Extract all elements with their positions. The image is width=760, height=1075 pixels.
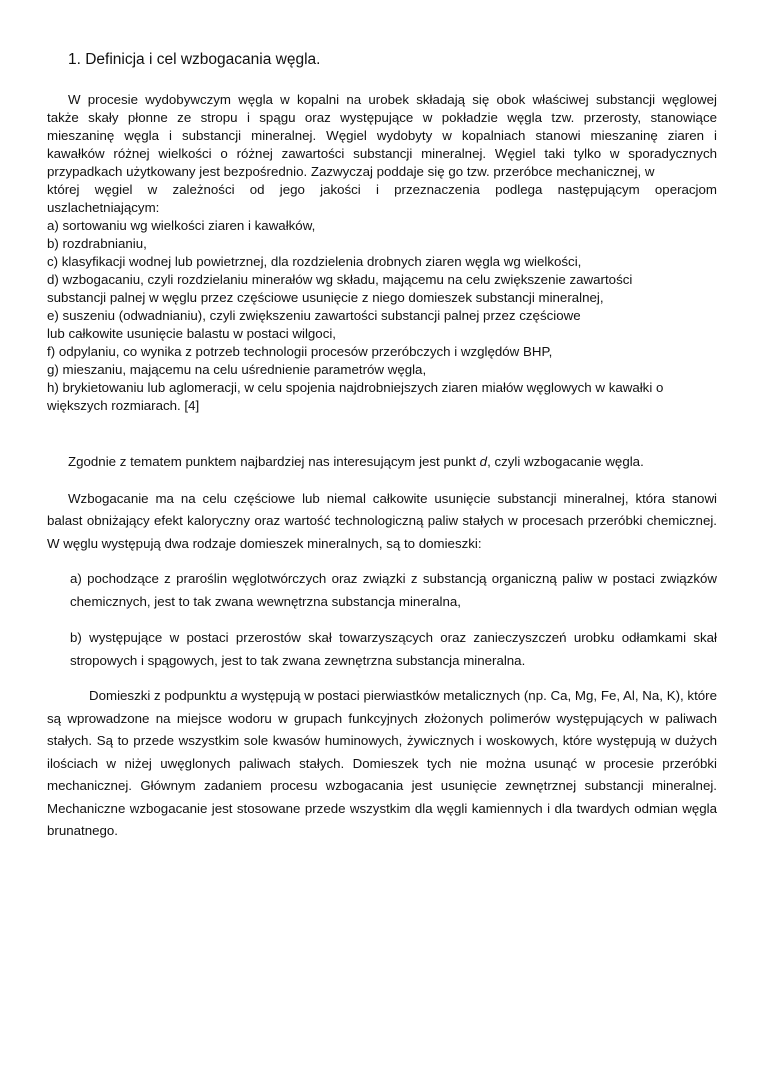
- intro-line: której węgiel w zależności od jego jakości i przeznaczenia podlega następującym operacjom: [47, 182, 717, 197]
- topic-emphasis: d: [479, 454, 488, 469]
- list-item: lub całkowite usunięcie balastu w postaci wilgoci,: [47, 326, 336, 341]
- impurity-a-paragraph: a) pochodzące z praroślin węglotwórczych oraz związki z substancją organiczną paliw w postaci związków chemicznych, jest to tak zwana wewnętrzna substancja mineralna,: [70, 571, 717, 609]
- list-item: c) klasyfikacji wodnej lub powietrznej, dla rozdzielenia drobnych ziaren węgla wg wielkości,: [47, 254, 582, 269]
- list-item: d) wzbogacaniu, czyli rozdzielaniu minerałów wg składu, mającemu na celu zwiększenie zawartości: [47, 272, 633, 287]
- list-item: h) brykietowaniu lub aglomeracji, w celu spojenia najdrobniejszych ziaren miałów węglowych w kawałki o: [47, 380, 664, 395]
- list-item: g) mieszaniu, mającemu na celu uśrednienie parametrów węgla,: [47, 362, 427, 377]
- intro-line: przypadkach użytkowany jest bezpośrednio. Zazwyczaj poddaje się go tzw. przeróbce mechanicznej, w: [47, 164, 655, 179]
- document-page: [47, 50, 717, 843]
- final-text: występują w postaci pierwiastków metalicznych (np. Ca, Mg, Fe, Al, Na, K), które są wprowadzone na miejsce wodoru w grupach funkcyjnych złożonych polimerów występujących w paliwach stałych. Są to przede wszystkim sole kwasów huminowych, żywicznych i woskowych, które występują w dużych ilościach w niżej uwęglonych paliwach stałych. Domieszek tych nie można usunąć w procesie przeróbki mechanicznej. Głównym zadaniem procesu wzbogacania jest usunięcie zewnętrznej substancji mineralnej. Mechaniczne wzbogacanie jest stosowane przede wszystkim dla węgli kamiennych i dla twardych odmian węgla brunatnego.: [47, 688, 717, 838]
- topic-paragraph: [47, 451, 717, 474]
- final-text: Domieszki z podpunktu: [89, 688, 231, 703]
- list-item: f) odpylaniu, co wynika z potrzeb technologii procesów przeróbczych i względów BHP,: [47, 344, 553, 359]
- intro-line: także skały płonne ze stropu i spągu oraz występujące w pokładzie węgla tzw. przerosty, stanowiące: [47, 110, 717, 125]
- section-heading: 1. Definicja i cel wzbogacania węgla.: [68, 51, 321, 68]
- topic-text: Zgodnie z tematem punktem najbardziej nas interesującym jest punkt: [68, 454, 480, 469]
- enrichment-paragraph: Wzbogacanie ma na celu częściowe lub niemal całkowite usunięcie substancji mineralnej, która stanowi balast obniżający efekt kaloryczny oraz wartość technologiczną paliw stałych w procesach przeróbki chemicznej. W węglu występują dwa rodzaje domieszek mineralnych, są to domieszki:: [47, 490, 717, 551]
- list-item: e) suszeniu (odwadnianiu), czyli zwiększeniu zawartości substancji palnej przez częściowe: [47, 308, 581, 323]
- list-item: a) sortowaniu wg wielkości ziaren i kawałków,: [47, 218, 316, 233]
- intro-line: uszlachetniającym:: [47, 200, 160, 215]
- topic-text: , czyli wzbogacanie węgla.: [487, 454, 644, 469]
- intro-paragraph: [47, 91, 717, 217]
- intro-line: mieszaninę węgla i substancji mineralnej. Węgiel wydobyty w kopalniach stanowi mieszaninę ziaren i: [47, 128, 717, 143]
- intro-line: W procesie wydobywczym węgla w kopalni na urobek składają się obok właściwej substancji węglowej: [68, 92, 717, 107]
- impurity-b-paragraph: b) występujące w postaci przerostów skał towarzyszących oraz zanieczyszczeń urobku odłamkami skał stropowych i spągowych, jest to tak zwana zewnętrzna substancja mineralna.: [70, 630, 717, 668]
- operations-list: [47, 217, 717, 415]
- list-item: większych rozmiarach. [4]: [47, 398, 200, 413]
- final-paragraph: [47, 685, 717, 843]
- list-item: substancji palnej w węglu przez częściowe usunięcie z niego domieszek substancji mineralnej,: [47, 290, 604, 305]
- intro-line: kawałków różnej wielkości o różnej zawartości substancji mineralnej. Węgiel taki tylko w sporadycznych: [47, 146, 717, 161]
- final-emphasis: a: [230, 688, 238, 703]
- list-item: b) rozdrabnianiu,: [47, 236, 147, 251]
